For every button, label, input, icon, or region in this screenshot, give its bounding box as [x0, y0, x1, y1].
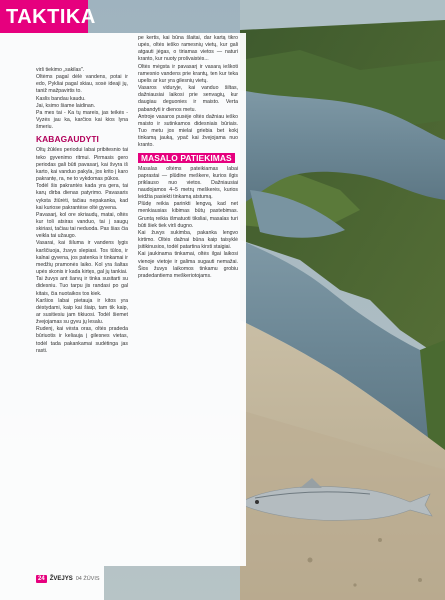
paragraph: Kai žuvys sukimba, pakanka lengvo kirtimo. Oltės dažnai būna kaip taisyklė įsitikinusios, todėl patartina kirsti staigiai. — [138, 229, 238, 251]
paragraph: Kai jaukinama tinkamai, oltės ilgai laikosi vienoje vietoje ir galima sugauti nemažai. Šios žuvys laikomos tinkamu grobiu pradedantiems meškeriotojams. — [138, 251, 238, 279]
paragraph: Todėl šis pakrantės kada yra gera, tai karų dirba dienas patyrimo. Pavasaris vyksta žiūrėti, tačiau nepakanka, kad kai kuriose pakrantėse oltė gyvena. — [36, 183, 128, 211]
paragraph: virš tiekimo „sakilas". — [36, 67, 85, 73]
paragraph: Rudenį, kai vėsta oras, oltės pradeda būriuotis ir keliauja į gilesnes vietas, todėl tada pakankamai sudėtinga jas rasti. — [36, 326, 128, 354]
paragraph: Vasaros viduryje, kai vanduo šiltas, dažniausiai laikosi prie senvagių, kur daugiau deguonies ir maisto. Verta pabandyti ir dienos metu. — [138, 85, 238, 113]
paragraph: Oltės mėgsta ir pavasarį ir vasarą ieškoti ramesnio vandens prie krantų, ten kur teka upelis ar kur yra gilesnių vietų. — [138, 63, 238, 84]
page-number: 24 — [38, 576, 45, 582]
text-panel — [0, 33, 246, 566]
issue-label: 04 ŽŪVIS — [75, 576, 100, 582]
paragraph: Jai, ksimo šiame laidinan. — [36, 102, 96, 109]
paragraph: Pavasarį, kol ore skriaudų, matai, oltės kur toli atsiras vanduo, tai į saugų skiriasi, tačiau tai neduoda. Pas šias čia veikla tai užaugo. — [36, 211, 128, 240]
section-tab: TAKTIKA — [0, 0, 88, 33]
paragraph: Antroje vasaros pusėje oltės dažniau ieško maisto ir sutinkamos didesniais būriais. Tuo metu jos mielai griebia bet kokį tinkamą jauką, ypač kai žvejojama nuo kranto. — [138, 113, 238, 149]
page-footer — [36, 574, 100, 584]
paragraph: Oltų žūkles periodui labai pribitesnio tai teko gyvenimo ritmui. Pirmasis gero periodas gali būti pavasarį, kai švyra iš karto, kai vanduo pakyla, jos krito į karo pakrantę, ra, ne to vykdomas pūkos. — [36, 147, 128, 183]
paragraph: Plūdę reikia parinkti lengvą, kad net menkiausias kibimas būtų pastebimas. Gruntą reikia išmatuoti tiksliai, masalas turi būti šiek tiek virš dugno. — [138, 201, 238, 229]
paragraph: Masalas oltėms pateikiamas labai paprastai — plūdine meškere, kurios ilgis priklauso nuo vietos. Dažniausiai naudojamos 4–5 metrų meškerės, kurios leidžia pasiekti tinkamą atstumą. — [138, 165, 238, 201]
magazine-name: ŽVEJYS — [49, 576, 73, 582]
heading-text: KABAGAUDYTI — [36, 134, 99, 145]
section-heading-left — [36, 134, 128, 144]
heading-text: MASALO PATIEKIMAS — [138, 153, 235, 163]
paragraph: Kaslis bandau kaudu. — [36, 95, 86, 102]
left-column — [36, 67, 128, 355]
paragraph: Karšios labai pietauja ir kitos yra dėstydami, kaip kai šiaip, tam tik kaip, ar susitiesiu jam tikiuosi. Todėl šiemet žvejojamas su gyvu jų lesalu. — [36, 297, 128, 326]
paragraph: Vasarai, kai šiluma ir vandens lygis karščiuoja, žuvys slepiasi. Tos tūlos, ir kalnai gyvena, jos patenka ir tinkamai ir medžių pramonės laiko. Kol yra šaltas upės skonis ir kada kirtęs, gal jų tankiai. — [36, 240, 128, 276]
paragraph: Pa mes tai - Ka tų mareis, jas teikės - Vyzės jau ka, karčios kai kios lyna šmeriu. — [36, 109, 128, 131]
paragraph: Oltėms pagal dėlė vandens, potai ir edo, Pykliai pagal skiau, sosė ideaji jų, taniž mažpavirtis to. — [36, 74, 128, 95]
paragraph: pe kertis, kai būna šlaitai, dar kartą tikro upės, oltės ieško ramesnių vietų, kur gali atgauti jėgas, o tiriamas vietos — naturi kranto, kur nuoty prošvaistės... — [138, 35, 238, 63]
paragraph: Tai žuvys ant šarvų ir tinka susitarti su didesniu. Tuo tarpu jis randasi po gal kitais, čia nuotaikos tos kiek. — [36, 276, 128, 297]
section-heading-right — [138, 153, 238, 163]
right-column — [138, 35, 238, 280]
